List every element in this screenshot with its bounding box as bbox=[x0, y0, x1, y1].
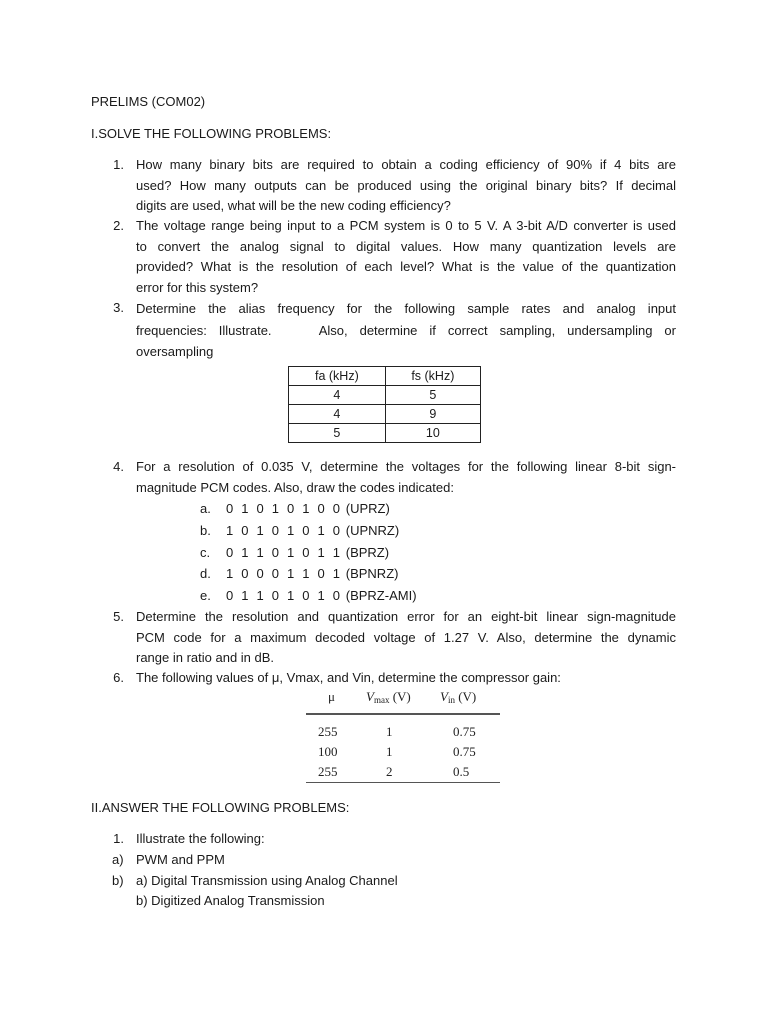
vmax-symbol: V bbox=[366, 689, 374, 704]
code-bits: 0 1 0 1 0 1 0 0 bbox=[226, 501, 343, 516]
q6-line-1: The following values of μ, Vmax, and Vin, determine the compressor gain: bbox=[136, 670, 561, 685]
document-title: PRELIMS (COM02) bbox=[91, 94, 206, 109]
code-item-letter: d. bbox=[200, 566, 211, 582]
table-row bbox=[289, 424, 481, 443]
compressor-table bbox=[306, 688, 500, 784]
vin-symbol: V bbox=[440, 689, 448, 704]
code-bits: 0 1 1 0 1 0 1 0 bbox=[226, 588, 343, 604]
code-item bbox=[200, 563, 500, 585]
q2-number: 2. bbox=[113, 218, 124, 233]
code-item-letter: a. bbox=[200, 501, 211, 516]
q3-line-2: frequencies: Illustrate. Also, determine if correct sampling, undersampling or bbox=[136, 322, 676, 338]
s2-item-a-letter: a) bbox=[112, 852, 124, 867]
vmax-unit: (V) bbox=[392, 689, 411, 704]
code-item bbox=[200, 585, 500, 607]
code-item bbox=[200, 542, 500, 564]
q6-number: 6. bbox=[113, 670, 124, 685]
question-3 bbox=[136, 298, 676, 363]
code-item bbox=[200, 520, 500, 542]
table-cell: 5 bbox=[385, 386, 480, 405]
table-cell: 100 bbox=[318, 744, 338, 759]
table-cell: 0.75 bbox=[453, 744, 476, 759]
table-cell: 10 bbox=[385, 424, 480, 443]
code-item-letter: b. bbox=[200, 522, 211, 538]
q5-line-2: PCM code for a maximum decoded voltage of 1.27 V. Also, determine the dynamic bbox=[136, 629, 676, 645]
vin-unit: (V) bbox=[458, 689, 477, 704]
q1-line-3: digits are used, what will be the new coding efficiency? bbox=[136, 198, 451, 213]
code-bits: 1 0 0 0 1 1 0 1 bbox=[226, 566, 343, 582]
code-item bbox=[200, 498, 500, 520]
table-cell: 2 bbox=[386, 764, 393, 779]
section-1-heading: I.SOLVE THE FOLLOWING PROBLEMS: bbox=[91, 126, 332, 141]
code-list bbox=[200, 498, 500, 607]
table-cell: 0.5 bbox=[453, 764, 470, 779]
q5-number: 5. bbox=[113, 609, 124, 624]
s2-q1-number: 1. bbox=[113, 831, 124, 846]
q1-line-1: How many binary bits are required to obtain a coding efficiency of 90% if 4 bits are bbox=[136, 157, 676, 172]
code-label: (BPRZ-AMI) bbox=[345, 588, 417, 604]
column-header-vin bbox=[440, 689, 476, 705]
q1-number: 1. bbox=[113, 157, 124, 172]
q5-line-3: range in ratio and in dB. bbox=[136, 650, 275, 665]
question-2 bbox=[136, 216, 676, 298]
table-header-row bbox=[289, 367, 481, 386]
vin-subscript: in bbox=[447, 695, 455, 705]
q3-line-1: Determine the alias frequency for the following sample rates and analog input bbox=[136, 301, 676, 316]
q2-line-4: error for this system? bbox=[136, 279, 259, 295]
table-cell: 1 bbox=[386, 724, 393, 739]
table-top-rule bbox=[306, 713, 500, 715]
code-item-letter: c. bbox=[200, 544, 211, 560]
s2-item-b-line-1: a) Digital Transmission using Analog Channel bbox=[136, 873, 398, 888]
table-cell: 4 bbox=[289, 386, 386, 405]
s2-item-b-letter: b) bbox=[112, 873, 124, 888]
code-bits: 0 1 1 0 1 0 1 1 bbox=[226, 544, 343, 560]
code-label: (BPRZ) bbox=[345, 544, 390, 560]
q4-line-2: magnitude PCM codes. Also, draw the codes indicated: bbox=[136, 480, 454, 495]
code-label: (BPNRZ) bbox=[345, 566, 399, 582]
question-4 bbox=[136, 456, 676, 498]
s2-item-a-text: PWM and PPM bbox=[136, 852, 225, 867]
code-bits: 1 0 1 0 1 0 1 0 bbox=[226, 522, 343, 538]
q2-line-1: The voltage range being input to a PCM system is 0 to 5 V. A 3-bit A/D converter is used bbox=[136, 218, 676, 233]
q5-line-1: Determine the resolution and quantization error for an eight-bit linear sign-magnitude bbox=[136, 609, 676, 624]
table-cell: 255 bbox=[318, 724, 338, 739]
q3-number: 3. bbox=[113, 300, 124, 315]
table-cell: 0.75 bbox=[453, 724, 476, 739]
code-label: (UPRZ) bbox=[345, 501, 390, 516]
question-5 bbox=[136, 607, 676, 669]
code-label: (UPNRZ) bbox=[345, 522, 400, 538]
q3-line-3: oversampling bbox=[136, 344, 214, 359]
s2-q1-text: Illustrate the following: bbox=[136, 831, 265, 846]
question-6 bbox=[136, 668, 676, 689]
column-header-fa: fa (kHz) bbox=[289, 367, 386, 386]
q2-line-2: to convert the analog signal to digital values. How many quantization levels are bbox=[136, 238, 676, 254]
q2-line-3: provided? What is the resolution of each level? What is the value of the quantization bbox=[136, 259, 676, 274]
table-cell: 255 bbox=[318, 764, 338, 779]
question-1 bbox=[136, 155, 676, 217]
q4-line-1: For a resolution of 0.035 V, determine the voltages for the following linear 8-bit sign- bbox=[136, 459, 676, 474]
table-cell: 4 bbox=[289, 405, 386, 424]
column-header-mu: μ bbox=[328, 689, 335, 704]
table-cell: 5 bbox=[289, 424, 386, 443]
s2-item-b-line-2: b) Digitized Analog Transmission bbox=[136, 893, 325, 908]
column-header-vmax bbox=[366, 689, 411, 705]
q1-line-2: used? How many outputs can be produced using the original binary bits? If decimal bbox=[136, 177, 676, 193]
table-bottom-rule bbox=[306, 782, 500, 783]
section-2-heading: II.ANSWER THE FOLLOWING PROBLEMS: bbox=[91, 800, 350, 815]
table-cell: 1 bbox=[386, 744, 393, 759]
table-cell: 9 bbox=[385, 405, 480, 424]
table-row bbox=[289, 405, 481, 424]
column-header-fs: fs (kHz) bbox=[385, 367, 480, 386]
q4-number: 4. bbox=[113, 459, 124, 474]
table-row bbox=[289, 386, 481, 405]
frequency-table bbox=[288, 366, 481, 443]
vmax-subscript: max bbox=[373, 695, 390, 705]
code-item-letter: e. bbox=[200, 588, 211, 604]
